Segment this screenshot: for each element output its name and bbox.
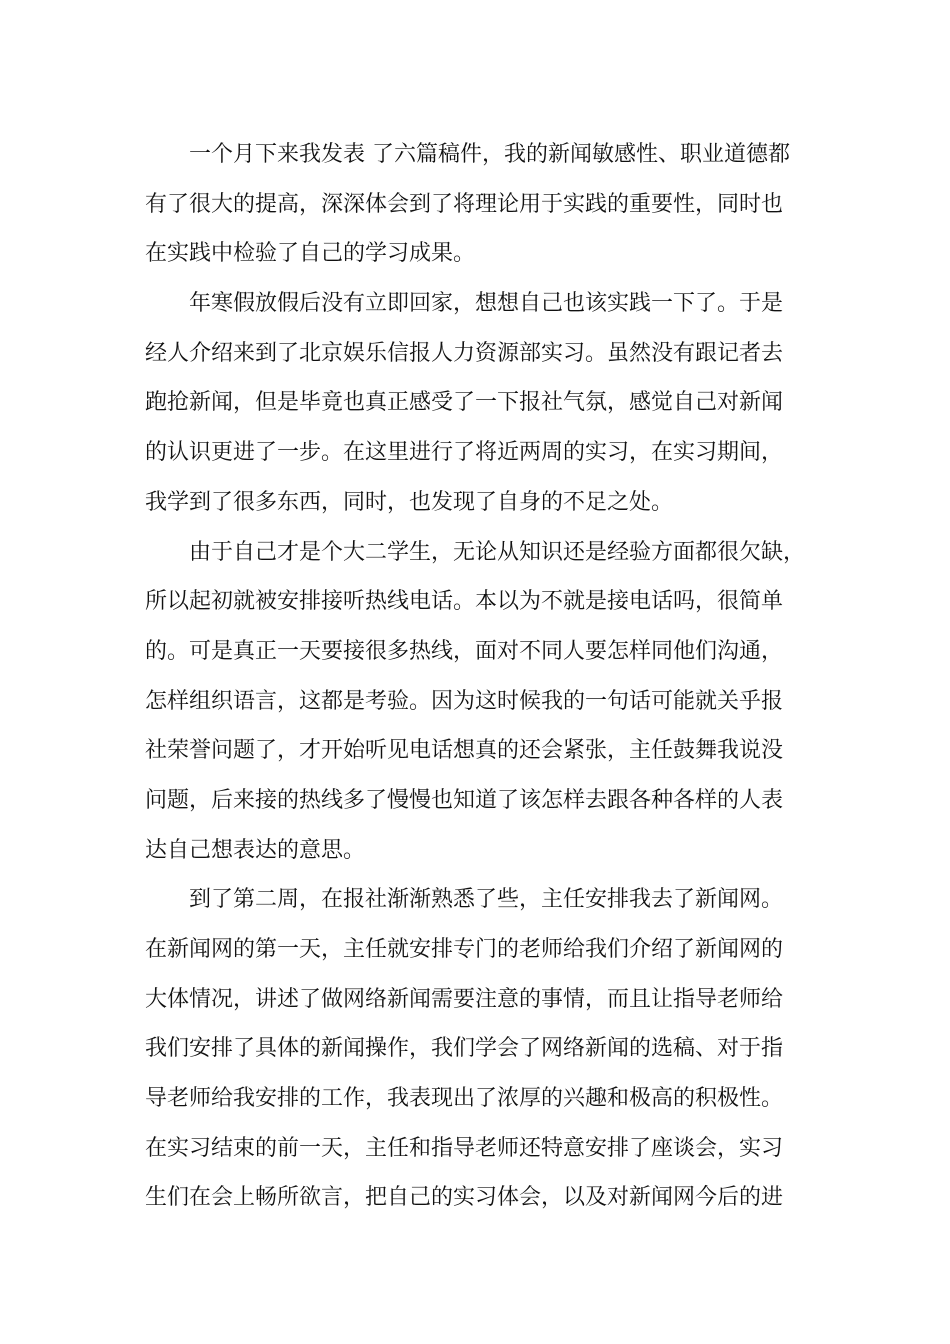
text-line: 的。可是真正一天要接很多热线，面对不同人要怎样同他们沟通， xyxy=(145,638,784,664)
text-line: 在实践中检验了自己的学习成果。 xyxy=(145,241,476,267)
text-line: 的认识更进了一步。在这里进行了将近两周的实习，在实习期间， xyxy=(145,440,784,466)
text-line: 跑抢新闻，但是毕竟也真正感受了一下报社气氛，感觉自己对新闻 xyxy=(145,390,784,416)
text-line: 大体情况，讲述了做网络新闻需要注意的事情，而且让指导老师给 xyxy=(145,986,784,1012)
text-line: 生们在会上畅所欲言，把自己的实习体会，以及对新闻网今后的进 xyxy=(145,1185,784,1211)
text-line: 在新闻网的第一天，主任就安排专门的老师给我们介绍了新闻网的 xyxy=(145,937,784,962)
paragraph-1 xyxy=(145,130,815,279)
paragraph-4 xyxy=(145,875,815,1223)
text-line: 所以起初就被安排接听热线电话。本以为不就是接电话吗，很简单 xyxy=(145,589,784,615)
text-line: 我们安排了具体的新闻操作，我们学会了网络新闻的选稿、对于指 xyxy=(145,1036,784,1062)
text-line: 年寒假放假后没有立即回家，想想自己也该实践一下了。于是 xyxy=(189,291,784,317)
text-line: 一个月下来我发表 了六篇稿件，我的新闻敏感性、职业道德都 xyxy=(189,142,790,167)
text-line: 在实习结束的前一天，主任和指导老师还特意安排了座谈会，实习 xyxy=(145,1135,784,1161)
text-line: 到了第二周，在报社渐渐熟悉了些，主任安排我去了新闻网。 xyxy=(189,887,784,913)
text-line: 问题，后来接的热线多了慢慢也知道了该怎样去跟各种各样的人表 xyxy=(145,787,784,813)
text-line: 经人介绍来到了北京娱乐信报人力资源部实习。虽然没有跟记者去 xyxy=(145,340,784,366)
text-line: 由于自己才是个大二学生，无论从知识还是经验方面都很欠缺， xyxy=(189,539,806,565)
body-text xyxy=(145,130,815,1223)
text-line: 社荣誉问题了，才开始听见电话想真的还会紧张，主任鼓舞我说没 xyxy=(145,738,784,764)
text-line: 达自己想表达的意思。 xyxy=(145,837,366,863)
paragraph-3 xyxy=(145,528,815,876)
text-line: 怎样组织语言，这都是考验。因为这时候我的一句话可能就关乎报 xyxy=(145,688,784,714)
text-line: 有了很大的提高，深深体会到了将理论用于实践的重要性，同时也 xyxy=(145,191,784,217)
text-line: 我学到了很多东西，同时，也发现了自身的不足之处。 xyxy=(145,489,674,515)
text-line: 导老师给我安排的工作，我表现出了浓厚的兴趣和极高的积极性。 xyxy=(145,1086,784,1112)
paragraph-2 xyxy=(145,279,815,527)
